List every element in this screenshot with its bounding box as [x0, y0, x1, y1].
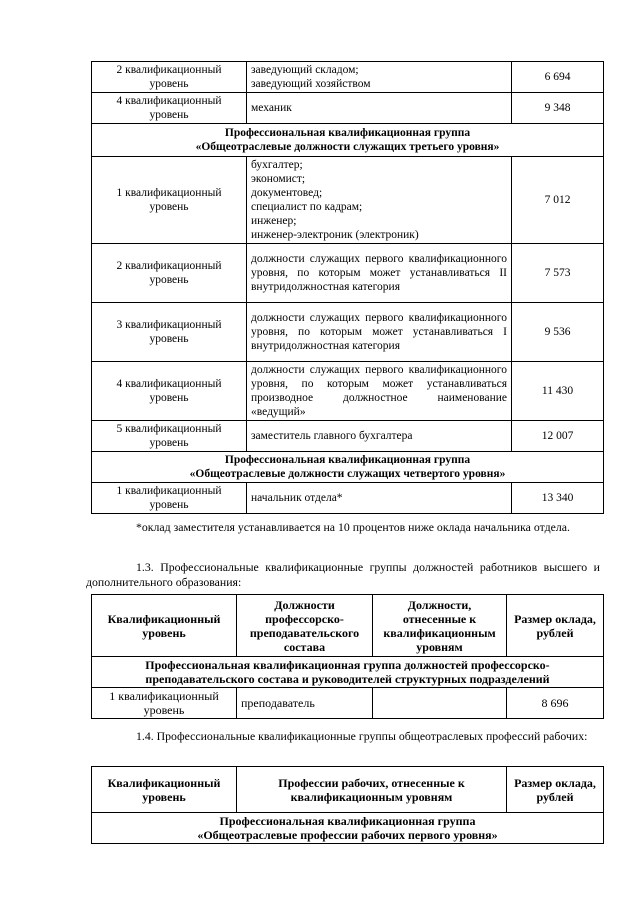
positions-cell: механик	[247, 93, 512, 124]
group-heading: Профессиональная квалификационная группа «Общеотраслевые профессии рабочих первого уровня»	[92, 813, 604, 844]
salary-cell: 9 536	[512, 303, 604, 362]
table-row	[92, 244, 604, 303]
salary-table-employees	[91, 61, 604, 514]
table-row	[92, 157, 604, 244]
level-cell: 1 квалификационный уровень	[92, 688, 237, 719]
column-header: Квалификационный уровень	[92, 595, 237, 657]
group-heading: Профессиональная квалификационная группа должностей профессорско-преподавательского состава и руководителей структурных подразделений	[92, 657, 604, 688]
level-cell: 4 квалификационный уровень	[92, 362, 247, 421]
column-header: Должности профессорско-преподавательского состава	[237, 595, 373, 657]
column-header: Профессии рабочих, отнесенные к квалификационным уровням	[237, 767, 507, 813]
table-row	[92, 93, 604, 124]
position-cell: преподаватель	[237, 688, 373, 719]
table-row	[92, 483, 604, 514]
footnote: *оклад заместителя устанавливается на 10 процентов ниже оклада начальника отдела.	[136, 520, 570, 534]
section-1-4-heading: 1.4. Профессиональные квалификационные группы общеотраслевых профессий рабочих:	[136, 729, 588, 743]
group-row	[92, 452, 604, 483]
column-header: Квалификационный уровень	[92, 767, 237, 813]
table-header-row	[92, 595, 604, 657]
level-cell: 4 квалификационный уровень	[92, 93, 247, 124]
salary-cell: 13 340	[512, 483, 604, 514]
positions-cell: должности служащих первого квалификационного уровня, по которым может устанавливаться I внутридолжностная категория	[247, 303, 512, 362]
positions-cell: начальник отдела*	[247, 483, 512, 514]
group-heading: Профессиональная квалификационная группа «Общеотраслевые должности служащих третьего уровня»	[92, 124, 604, 157]
positions-cell: бухгалтер; экономист; документовед; специалист по кадрам; инженер; инженер-электроник (электроник)	[247, 157, 512, 244]
salary-cell: 12 007	[512, 421, 604, 452]
positions-cell: заместитель главного бухгалтера	[247, 421, 512, 452]
salary-cell: 7 012	[512, 157, 604, 244]
salary-cell: 8 696	[507, 688, 604, 719]
salary-cell: 9 348	[512, 93, 604, 124]
positions-cell: должности служащих первого квалификационного уровня, по которым может устанавливаться производное должностное наименование «ведущий»	[247, 362, 512, 421]
group-row	[92, 657, 604, 688]
salary-table-workers	[91, 766, 604, 844]
salary-cell: 11 430	[512, 362, 604, 421]
salary-table-education	[91, 594, 604, 719]
positions-cell: должности служащих первого квалификационного уровня, по которым может устанавливаться II внутридолжностная категория	[247, 244, 512, 303]
group-row	[92, 813, 604, 844]
column-header: Размер оклада, рублей	[507, 595, 604, 657]
level-cell: 2 квалификационный уровень	[92, 62, 247, 93]
table-row	[92, 362, 604, 421]
level-cell: 1 квалификационный уровень	[92, 157, 247, 244]
table-row	[92, 688, 604, 719]
other-cell	[373, 688, 507, 719]
table-row	[92, 62, 604, 93]
table-header-row	[92, 767, 604, 813]
level-cell: 5 квалификационный уровень	[92, 421, 247, 452]
group-heading: Профессиональная квалификационная группа «Общеотраслевые должности служащих четвертого уровня»	[92, 452, 604, 483]
level-cell: 1 квалификационный уровень	[92, 483, 247, 514]
level-cell: 2 квалификационный уровень	[92, 244, 247, 303]
salary-cell: 6 694	[512, 62, 604, 93]
salary-cell: 7 573	[512, 244, 604, 303]
column-header: Размер оклада, рублей	[507, 767, 604, 813]
section-1-3-heading: 1.3. Профессиональные квалификационные группы должностей работников высшего и дополнительного образования:	[86, 560, 600, 589]
positions-cell: заведующий складом; заведующий хозяйством	[247, 62, 512, 93]
table-row	[92, 421, 604, 452]
table-row	[92, 303, 604, 362]
group-row	[92, 124, 604, 157]
level-cell: 3 квалификационный уровень	[92, 303, 247, 362]
column-header: Должности, отнесенные к квалификационным уровням	[373, 595, 507, 657]
